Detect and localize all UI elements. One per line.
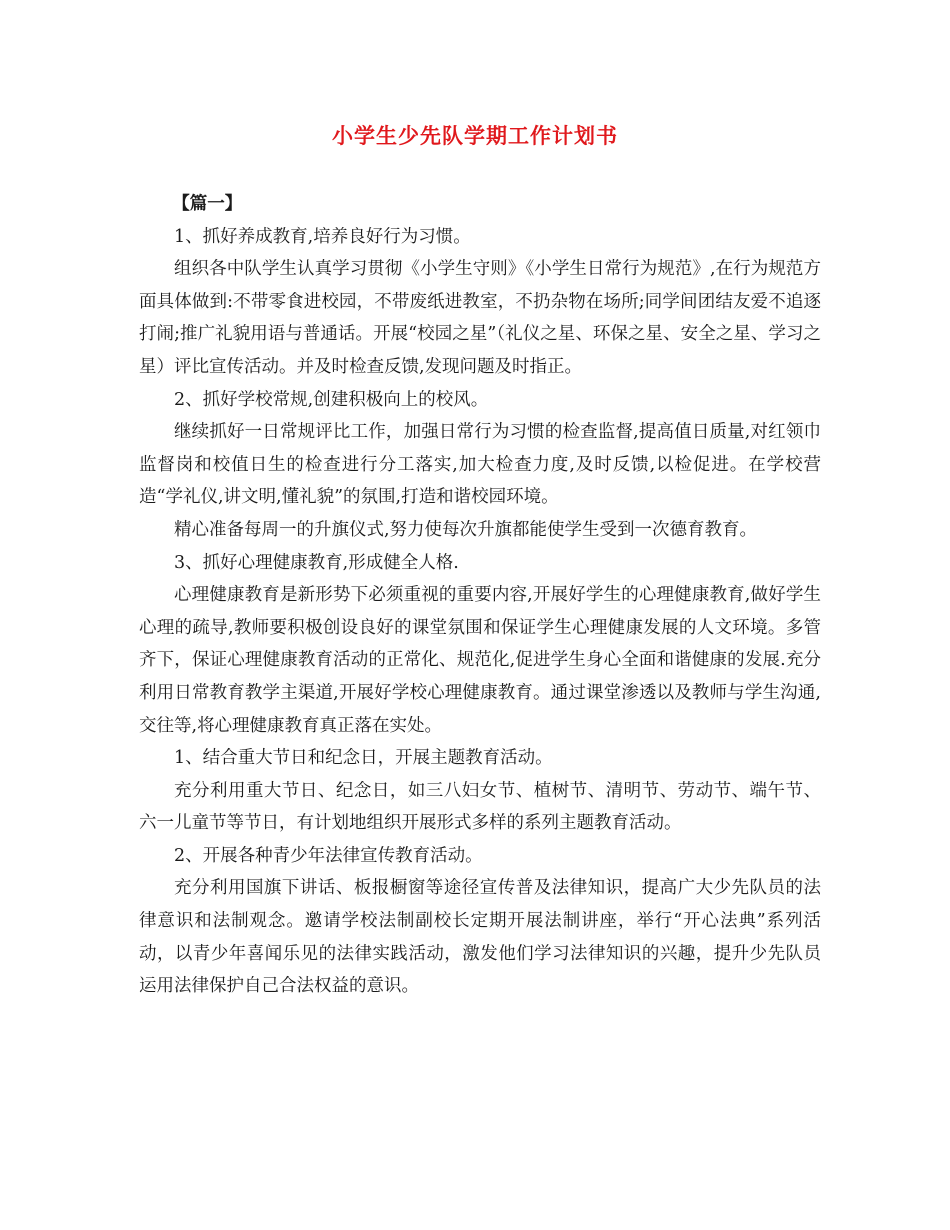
body-paragraph: 精心准备每周一的升旗仪式,努力使每次升旗都能使学生受到一次德育教育。	[174, 519, 758, 540]
heading-paragraph: 1、结合重大节日和纪念日，开展主题教育活动。	[174, 748, 553, 769]
heading-paragraph: 2、抓好学校常规,创建积极向上的校风。	[174, 389, 489, 410]
body-paragraph: 充分利用国旗下讲话、板报橱窗等途径宣传普及法律知识，提高广大少先队员的法律意识和法制观念。邀请学校法制副校长定期开展法制讲座，举行“开心法典”系列活动，以青少年喜闻乐见的法律实践活动，激发他们学习法律知识的兴趣，提升少先队员运用法律保护自己合法权益的意识。	[139, 878, 821, 997]
heading-paragraph: 1、抓好养成教育,培养良好行为习惯。	[174, 226, 471, 247]
heading-paragraph: 3、抓好心理健康教育,形成健全人格.	[174, 552, 459, 573]
body-paragraph: 继续抓好一日常规评比工作，加强日常行为习惯的检查监督,提高值日质量,对红领巾监督岗和校值日生的检查进行分工落实,加大检查力度,及时反馈,以检促进。在学校营造“学礼仪,讲文明,懂礼貌”的氛围,打造和谐校园环境。	[139, 422, 821, 508]
body-paragraph: 组织各中队学生认真学习贯彻《小学生守则》《小学生日常行为规范》,在行为规范方面具体做到:不带零食进校园，不带废纸进教室，不扔杂物在场所;同学间团结友爱不追逐打闹;推广礼貌用语与普通话。开展“校园之星”（礼仪之星、环保之星、安全之星、学习之星）评比宣传活动。并及时检查反馈,发现问题及时指正。	[139, 259, 821, 377]
document-body	[139, 188, 821, 1003]
heading-paragraph: 2、开展各种青少年法律宣传教育活动。	[174, 845, 483, 866]
section-label: 【篇一】	[172, 194, 243, 214]
body-paragraph: 心理健康教育是新形势下必须重视的重要内容,开展好学生的心理健康教育,做好学生心理的疏导,教师要积极创设良好的课堂氛围和保证学生心理健康发展的人文环境。多管齐下，保证心理健康教育活动的正常化、规范化,促进学生身心全面和谐健康的发展.充分利用日常教育教学主渠道,开展好学校心理健康教育。通过课堂渗透以及教师与学生沟通,交往等,将心理健康教育真正落在实处。	[139, 585, 821, 736]
body-paragraph: 充分利用重大节日、纪念日，如三八妇女节、植树节、清明节、劳动节、端午节、六一儿童节等节日，有计划地组织开展形式多样的系列主题教育活动。	[139, 780, 821, 834]
page-title: 小学生少先队学期工作计划书	[332, 123, 618, 148]
